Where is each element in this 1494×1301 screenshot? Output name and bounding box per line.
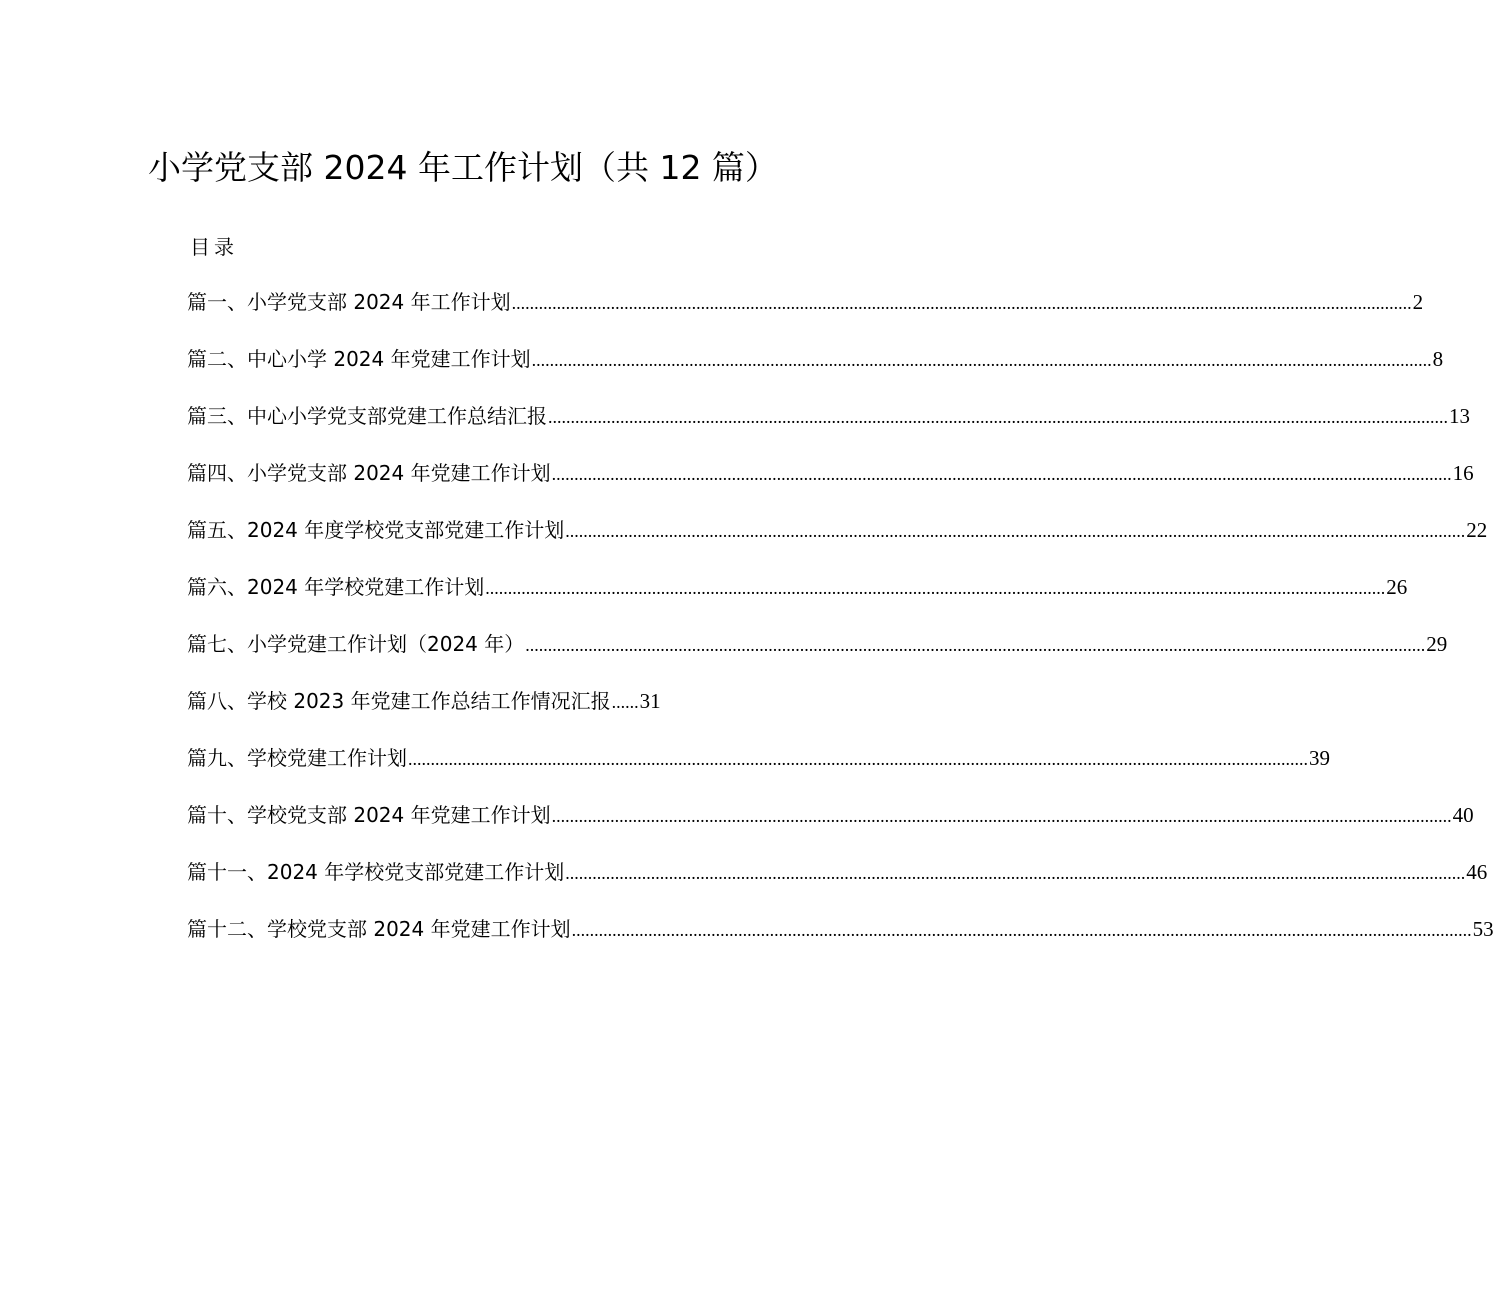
toc-heading: 目录	[190, 235, 238, 259]
toc-entry-2[interactable]	[187, 343, 1444, 400]
toc-dot-leader: ........................................................................................................................................................................................................	[565, 521, 1466, 541]
toc-entry-9[interactable]	[187, 742, 1330, 799]
toc-dot-leader: ........................................................................................................................................................................................................	[548, 407, 1448, 427]
toc-dot-leader: ........................................................................................................................................................................................................	[485, 578, 1386, 598]
toc-entry-4[interactable]	[187, 457, 1474, 514]
toc-entry-label: 篇三、中心小学党支部党建工作总结汇报	[187, 404, 547, 428]
toc-entry-10[interactable]	[187, 799, 1474, 856]
toc-entry-label: 篇四、小学党支部 2024 年党建工作计划	[187, 461, 551, 485]
toc-entry-label: 篇十一、2024 年学校党支部党建工作计划	[187, 860, 565, 884]
toc-page-number: 2	[1412, 290, 1424, 314]
toc-dot-leader: ......	[611, 692, 639, 712]
toc-entry-label: 篇六、2024 年学校党建工作计划	[187, 575, 485, 599]
toc-dot-leader: ........................................................................................................................................................................................................	[408, 749, 1308, 769]
toc-entry-11[interactable]	[187, 856, 1488, 913]
toc-page-number: 31	[639, 689, 661, 713]
toc-dot-leader: ........................................................................................................................................................................................................	[531, 350, 1432, 370]
toc-page-number: 29	[1426, 632, 1448, 656]
toc-dot-leader: ........................................................................................................................................................................................................	[551, 806, 1452, 826]
toc-page-number: 13	[1449, 404, 1470, 428]
toc-page-number: 8	[1432, 347, 1444, 371]
toc-entry-7[interactable]	[187, 628, 1448, 685]
toc-dot-leader: ........................................................................................................................................................................................................	[565, 863, 1466, 883]
toc-page-number: 22	[1466, 518, 1488, 542]
toc-entry-1[interactable]	[187, 286, 1424, 343]
toc-page-number: 53	[1472, 917, 1494, 941]
table-of-contents	[187, 286, 1494, 970]
toc-page-number: 40	[1452, 803, 1474, 827]
toc-page-number: 46	[1466, 860, 1488, 884]
toc-entry-label: 篇十二、学校党支部 2024 年党建工作计划	[187, 917, 571, 941]
toc-entry-12[interactable]	[187, 913, 1494, 970]
toc-entry-8[interactable]	[187, 685, 777, 742]
toc-page-number: 39	[1309, 746, 1330, 770]
toc-entry-label: 篇二、中心小学 2024 年党建工作计划	[187, 347, 531, 371]
document-title: 小学党支部 2024 年工作计划（共 12 篇）	[148, 148, 778, 187]
toc-entry-3[interactable]	[187, 400, 1470, 457]
toc-dot-leader: ........................................................................................................................................................................................................	[525, 635, 1426, 655]
toc-entry-label: 篇七、小学党建工作计划（2024 年）	[187, 632, 525, 656]
toc-dot-leader: ........................................................................................................................................................................................................	[571, 920, 1472, 940]
toc-entry-6[interactable]	[187, 571, 1408, 628]
toc-page-number: 26	[1386, 575, 1408, 599]
toc-entry-label: 篇五、2024 年度学校党支部党建工作计划	[187, 518, 565, 542]
toc-entry-label: 篇九、学校党建工作计划	[187, 746, 407, 770]
toc-entry-label: 篇一、小学党支部 2024 年工作计划	[187, 290, 511, 314]
toc-entry-5[interactable]	[187, 514, 1488, 571]
toc-page-number: 16	[1452, 461, 1474, 485]
toc-entry-label: 篇十、学校党支部 2024 年党建工作计划	[187, 803, 551, 827]
toc-dot-leader: ........................................................................................................................................................................................................	[511, 293, 1412, 313]
toc-entry-label: 篇八、学校 2023 年党建工作总结工作情况汇报	[187, 689, 611, 713]
toc-dot-leader: ........................................................................................................................................................................................................	[551, 464, 1452, 484]
